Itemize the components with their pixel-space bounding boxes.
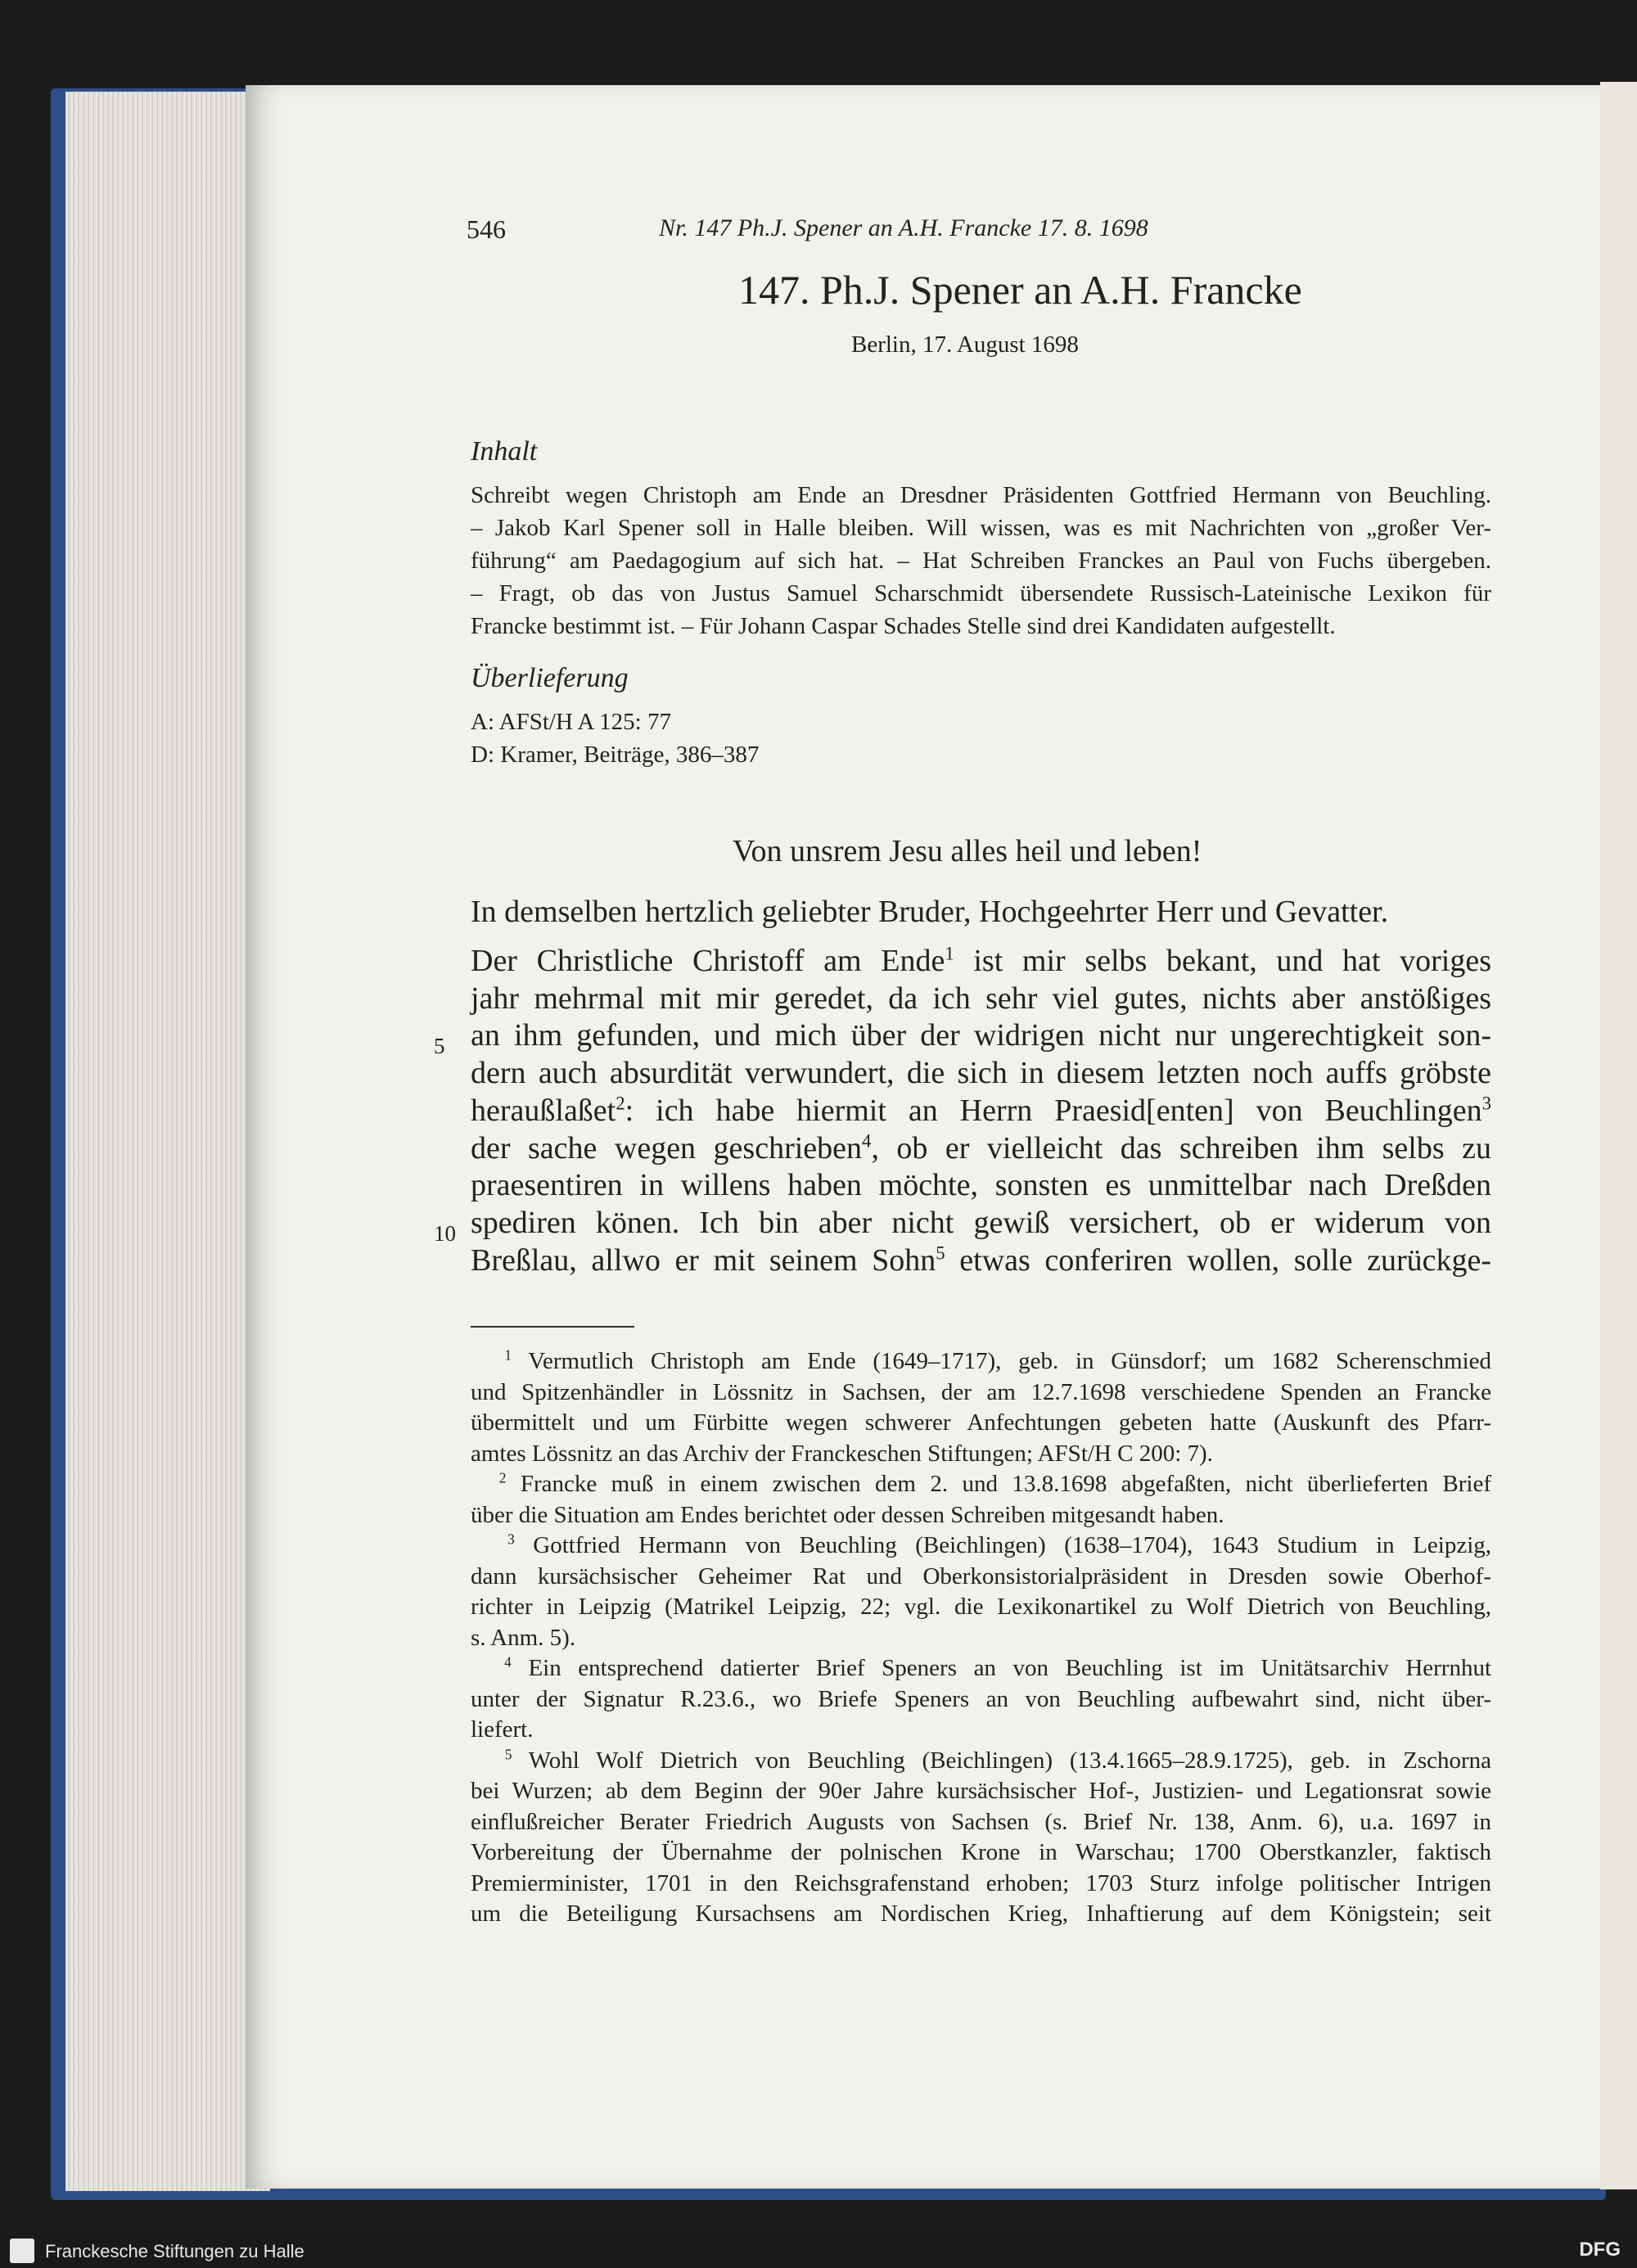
footnote-line: Vorbereitung der Übernahme der polnischen Krone in Warschau; 1700 Oberstkanzler, faktisch <box>471 1839 1491 1865</box>
footnote-line: und Spitzenhändler in Lössnitz in Sachsen, der am 12.7.1698 verschiedene Spenden an Francke <box>471 1378 1491 1405</box>
body-line: an ihm gefunden, und mich über der widrigen nicht nur ungerechtigkeit son- <box>471 1018 1491 1053</box>
footnote-line: $^4$ Ein entsprechend datierter Brief Speners an von Beuchling ist im Unitätsarchiv Herrnhut <box>504 1653 1492 1681</box>
page-number: 546 <box>467 214 506 244</box>
footnote-line: einflußreicher Berater Friedrich Augusts von Sachsen (s. Brief Nr. 138, Anm. 6), u.a. 1697 in <box>471 1808 1491 1835</box>
body-line: spediren könen. Ich bin aber nicht gewiß versichert, ob er widerum von <box>471 1205 1491 1240</box>
footnote-line: dann kursächsischer Geheimer Rat und Oberkonsistorialpräsident in Dresden sowie Oberhof- <box>471 1562 1491 1589</box>
inhalt-line: – Jakob Karl Spener soll in Halle bleiben. Will wissen, was es mit Nachrichten von „großer Ver- <box>471 515 1491 541</box>
ueberlieferung-line: D: Kramer, Beiträge, 386–387 <box>471 742 760 768</box>
footnote-line: übermittelt und um Fürbitte wegen schwerer Anfechtungen gebeten hatte (Auskunft des Pfarr- <box>471 1409 1491 1436</box>
footnote-rule <box>471 1326 634 1328</box>
body-line: Der Christliche Christoff am Ende$^1$ ist mir selbs bekant, und hat voriges <box>471 943 1491 978</box>
body-line: dern auch absurdität verwundert, die sich in diesem letzten noch auffs gröbste <box>471 1056 1491 1091</box>
footnote-line: um die Beteiligung Kursachsens am Nordischen Krieg, Inhaftierung auf dem Königstein; seit <box>471 1901 1491 1927</box>
body-line: jahr mehrmal mit mir geredet, da ich sehr viel gutes, nichts aber anstößiges <box>471 981 1491 1016</box>
letter-body <box>471 943 1491 1279</box>
footnote-line: amtes Lössnitz an das Archiv der Franckeschen Stiftungen; AFSt/H C 200: 7). <box>471 1440 1213 1467</box>
letter-title: 147. Ph.J. Spener an A.H. Francke <box>738 267 1302 313</box>
institution-logo-icon <box>10 2239 34 2263</box>
institution-name: Franckesche Stiftungen zu Halle <box>45 2241 304 2261</box>
facing-page-edge <box>1600 82 1637 2189</box>
footnote-line: Premierminister, 1701 in den Reichsgrafenstand erhoben; 1703 Sturz infolge politischer Intrigen <box>471 1869 1491 1896</box>
body-line: Breßlau, allwo er mit seinem Sohn$^5$ etwas conferiren wollen, solle zurückge- <box>471 1242 1491 1278</box>
footnotes <box>471 1346 1491 1930</box>
footnote-line: $^3$ Gottfried Hermann von Beuchling (Beichlingen) (1638–1704), 1643 Studium in Leipzig, <box>507 1531 1492 1558</box>
footnote-line: unter der Signatur R.23.6., wo Briefe Speners an von Beuchling aufbewahrt sind, nicht über- <box>471 1685 1491 1712</box>
salutation: In demselben hertzlich geliebter Bruder, Hochgeehrter Herr und Gevatter. <box>471 895 1389 929</box>
inhalt-line: führung“ am Paedagogium auf sich hat. – Hat Schreiben Franckes an Paul von Fuchs übergeben. <box>471 548 1491 574</box>
inhalt-heading: Inhalt <box>471 436 538 467</box>
dfg-logo: DFG <box>1579 2239 1621 2261</box>
line-number: 10 <box>434 1221 456 1246</box>
footnote-line: über die Situation am Endes berichtet oder dessen Schreiben mitgesandt haben. <box>471 1501 1224 1528</box>
body-line: praesentiren in willens haben möchte, sonsten es unmittelbar nach Dreßden <box>471 1168 1491 1203</box>
ueberlieferung-heading: Überlieferung <box>471 663 629 693</box>
ueberlieferung-line: A: AFSt/H A 125: 77 <box>471 709 671 735</box>
inhalt-text <box>471 479 1491 643</box>
footnote-line: richter in Leipzig (Matrikel Leipzig, 22; vgl. die Lexikonartikel zu Wolf Dietrich von Beuchling, <box>471 1594 1491 1620</box>
footnote-line: s. Anm. 5). <box>471 1624 576 1651</box>
footnote-line: bei Wurzen; ab dem Beginn der 90er Jahre kursächsischer Hof-, Justizien- und Legationsrat sowie <box>471 1778 1491 1804</box>
footnote-line: $^1$ Vermutlich Christoph am Ende (1649–1717), geb. in Günsdorf; um 1682 Scherenschmied <box>504 1346 1492 1374</box>
footnote-line: $^5$ Wohl Wolf Dietrich von Beuchling (Beichlingen) (13.4.1665–28.9.1725), geb. in Zschorna <box>504 1745 1491 1774</box>
ueberlieferung-text <box>471 706 759 771</box>
page-edges <box>65 92 270 2191</box>
inhalt-line: Francke bestimmt ist. – Für Johann Caspar Schades Stelle sind drei Kandidaten aufgestellt. <box>471 613 1336 639</box>
body-line: heraußlaßet$^2$: ich habe hiermit an Herrn Praesid[enten] von Beuchlingen$^3$ <box>471 1093 1491 1128</box>
inhalt-line: – Fragt, ob das von Justus Samuel Scharschmidt übersendete Russisch-Lateinische Lexikon für <box>471 580 1491 606</box>
footnote-line: liefert. <box>471 1716 534 1743</box>
greeting: Von unsrem Jesu alles heil und leben! <box>733 834 1202 868</box>
running-title: Nr. 147 Ph.J. Spener an A.H. Francke 17. 8. 1698 <box>659 214 1148 241</box>
inhalt-line: Schreibt wegen Christoph am Ende an Dresdner Präsidenten Gottfried Hermann von Beuchling. <box>471 482 1491 508</box>
line-number: 5 <box>434 1034 445 1058</box>
letter-dateline: Berlin, 17. August 1698 <box>851 331 1079 358</box>
body-line: der sache wegen geschrieben$^4$, ob er vielleicht das schreiben ihm selbs zu <box>471 1129 1491 1166</box>
footnote-line: $^2$ Francke muß in einem zwischen dem 2. und 13.8.1698 abgefaßten, nicht überlieferten Brief <box>498 1469 1492 1497</box>
